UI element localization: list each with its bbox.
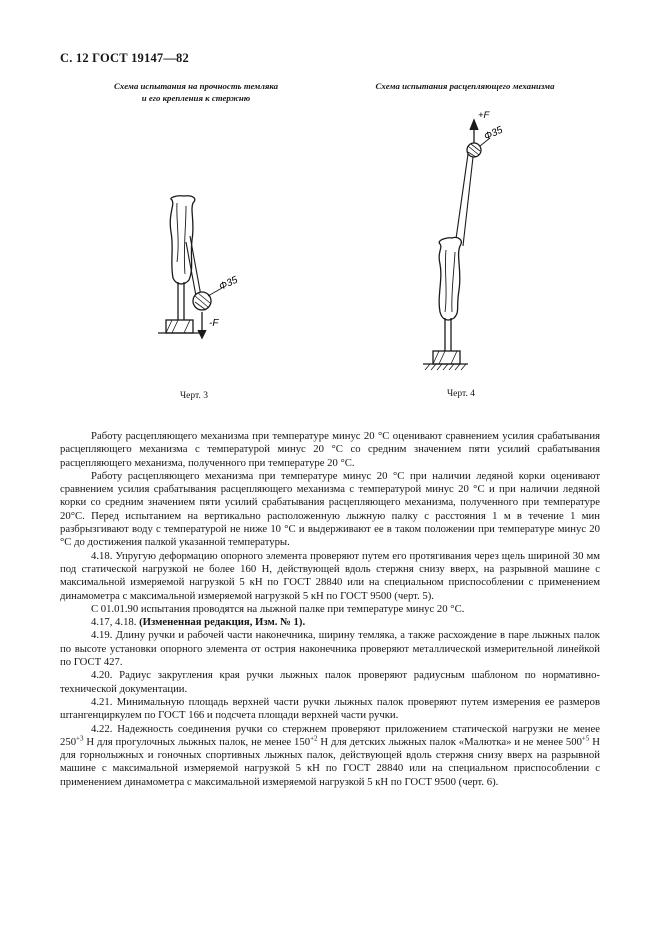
paragraph: Работу расцепляющего механизма при температуре минус 20 °С оценивают сравнением усилия срабатывания расцепляющего механизма с температурой минус 20 °С со средним значением пяти усилий срабатывания расцепляющего механизма, полученного при температуре 20 °С.	[60, 430, 600, 469]
fig4-pole-grip	[439, 237, 461, 320]
paragraph: Работу расцепляющего механизма при температуре минус 20 °С при наличии ледяной корки оценивают сравнением усилия срабатывания расцепляющего механизма с температурой минус 20 °С и при наличии ледяной корки со средним значением пяти усилий срабатывания расцепляющего механизма, полученного при температуре 20°С. Перед испытанием на вертикально расположенную лыжную палку с расстояния 1 м в течение 1 мин разбрызгивают воду с температурой не ниже 10 °С и выдерживают ее в таком положении при температуре минус 20 °С до достижения палкой указанной температуры.	[60, 469, 600, 549]
fig4-strap	[455, 154, 473, 246]
fig4-diameter-label: Ф35	[482, 124, 505, 143]
paragraph: С 01.01.90 испытания проводятся на лыжной палке при температуре минус 20 °С.	[91, 602, 465, 615]
fig4-force-label: +F	[478, 110, 490, 121]
figure3-caption: Черт. 3	[180, 391, 208, 401]
page-header: С. 12 ГОСТ 19147—82	[60, 51, 189, 65]
text-part: Н для детских лыжных палок «Малютка» и не менее 500	[317, 735, 582, 748]
text-part: Н для горнолыжных и гоночных спортивных лыжных палок, действующей вдоль стержня снизу вверх на разрывной машине с максимальной измеряемой нагрузкой 5 кН по ГОСТ 28840 или на специальном приспособлении с применением динамометра с максимальной измеряемой нагрузкой 5 кН по ГОСТ 9500 (черт. 6).	[60, 735, 600, 788]
paragraph-amendment	[60, 616, 600, 629]
figure4-caption: Черт. 4	[447, 389, 475, 399]
paragraph: 4.18. Упругую деформацию опорного элемента проверяют путем его протягивания через щель шириной 30 мм под статической нагрузкой не более 160 Н, действующей вдоль стержня снизу вверх, на разрывной машине с максимальной измеряемой нагрузкой 5 кН по ГОСТ 28840 или на специальном приспособлении с применением динамометра с максимальной измеряемой нагрузкой 5 кН по ГОСТ 9500 (черт. 5).	[60, 549, 600, 602]
body-text	[60, 430, 600, 789]
amendment-note: (Измененная редакция, Изм. № 1).	[139, 616, 306, 629]
figure4-title: Схема испытания расцепляющего механизма	[375, 81, 555, 91]
tolerance-sup: +5	[581, 734, 590, 743]
fig3-diameter-label: Ф35	[217, 274, 240, 293]
tolerance-sup: +2	[310, 734, 318, 743]
figure3-title-line2: и его крепления к стержню	[141, 93, 251, 103]
paragraph	[60, 723, 600, 789]
paragraph: 4.20. Радиус закругления края ручки лыжных палок проверяют радиусным шаблоном по нормативно-технической документации.	[60, 669, 600, 695]
text-part: 4.22. Надежность соединения ручки со стержнем проверяют приложением статической нагрузки не менее 250	[60, 722, 600, 748]
text-part: Н для прогулочных лыжных палок, не менее 150	[83, 735, 311, 748]
fig3-force-label: -F	[209, 318, 219, 329]
tolerance-sup: +3	[76, 734, 84, 743]
paragraph: 4.21. Минимальную площадь верхней части ручки лыжных палок проверяют путем измерения ее размеров штангенциркулем по ГОСТ 166 и подсчета площади верхней части ручки.	[60, 695, 600, 722]
figure3-title-line1: Схема испытания на прочность темляка	[113, 81, 279, 91]
amendment-prefix: 4.17, 4.18.	[91, 616, 140, 629]
paragraph: 4.19. Длину ручки и рабочей части наконечника, ширину темляка, а также расхождение в паре лыжных палок по высоте установки опорного элемента от острия наконечника проверяют металлической измерительной линейкой по ГОСТ 427.	[60, 629, 600, 669]
